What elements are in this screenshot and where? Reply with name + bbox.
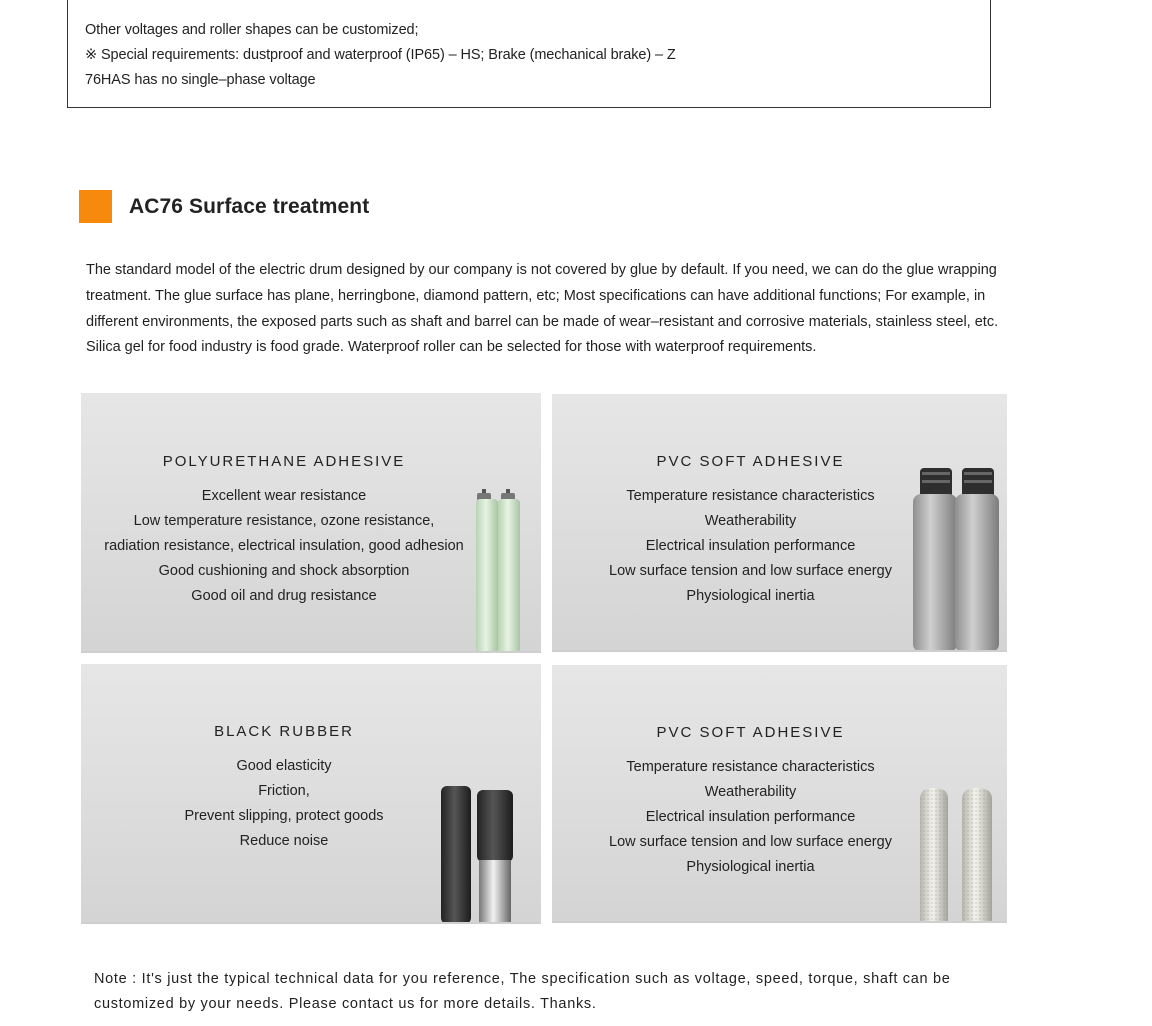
notes-line: ※ Special requirements: dustproof and waterproof (IP65) – HS; Brake (mechanical brake) – Z (85, 47, 676, 63)
surface-card-pvc-grey (552, 394, 1007, 652)
card-feature: Friction, (258, 783, 310, 799)
card-heading: PVC SOFT ADHESIVE (656, 453, 845, 470)
surface-card-pvc-white (552, 665, 1007, 923)
card-feature: Weatherability (704, 784, 797, 800)
card-feature: Excellent wear resistance (201, 488, 367, 504)
section-title: AC76 Surface treatment (129, 194, 370, 218)
card-heading: PVC SOFT ADHESIVE (656, 724, 845, 741)
black-rubber-rollers-icon (437, 782, 517, 924)
card-feature: Good oil and drug resistance (191, 588, 377, 604)
card-feature: Low surface tension and low surface energy (609, 834, 892, 850)
card-feature: Good cushioning and shock absorption (158, 563, 410, 579)
notes-line: Other voltages and roller shapes can be customized; (85, 22, 419, 38)
textured-white-rollers-icon (914, 785, 1004, 923)
card-feature: Temperature resistance characteristics (626, 759, 875, 775)
card-feature: Physiological inertia (686, 588, 815, 604)
card-text (552, 724, 949, 880)
light-green-rollers-icon (471, 485, 531, 653)
grey-rollers-with-sprockets-icon (910, 466, 1007, 652)
card-text (81, 453, 487, 609)
notes-line: 76HAS has no single–phase voltage (85, 72, 316, 88)
card-heading: BLACK RUBBER (214, 723, 354, 740)
card-feature: Temperature resistance characteristics (626, 488, 875, 504)
section-intro: The standard model of the electric drum designed by our company is not covered by glue by default. If you need, we can do the glue wrapping treatment. The glue surface has plane, herringbone, diamond pattern, etc; Most specifications can have additional functions; For example, in different environments, the exposed parts such as shaft and barrel can be made of wear–resistant and corrosive materials, stainless steel, etc. Silica gel for food industry is food grade. Waterproof roller can be selected for those with waterproof requirements. (86, 262, 999, 356)
card-feature: Reduce noise (239, 833, 329, 849)
card-feature: Prevent slipping, protect goods (184, 808, 384, 824)
card-feature: Physiological inertia (686, 859, 815, 875)
notes-box (67, 0, 991, 108)
card-feature: Low surface tension and low surface energy (609, 563, 892, 579)
card-text (81, 723, 487, 854)
surface-card-black-rubber (81, 664, 541, 924)
card-text (552, 453, 949, 609)
orange-square-icon (79, 190, 112, 223)
card-feature: Weatherability (704, 513, 797, 529)
section-heading (79, 190, 369, 223)
surface-card-polyurethane (81, 393, 541, 653)
card-feature: Low temperature resistance, ozone resistance, (133, 513, 435, 529)
card-feature: Electrical insulation performance (645, 538, 856, 554)
footer-note: Note : It's just the typical technical data for you reference, The specification such as voltage, speed, torque, shaft can be customized by your needs. Please contact us for more details. Thanks. (94, 971, 951, 1012)
card-feature: Good elasticity (236, 758, 332, 774)
card-feature: Electrical insulation performance (645, 809, 856, 825)
card-heading: POLYURETHANE ADHESIVE (162, 453, 406, 470)
card-feature: radiation resistance, electrical insulation, good adhesion (104, 538, 464, 554)
